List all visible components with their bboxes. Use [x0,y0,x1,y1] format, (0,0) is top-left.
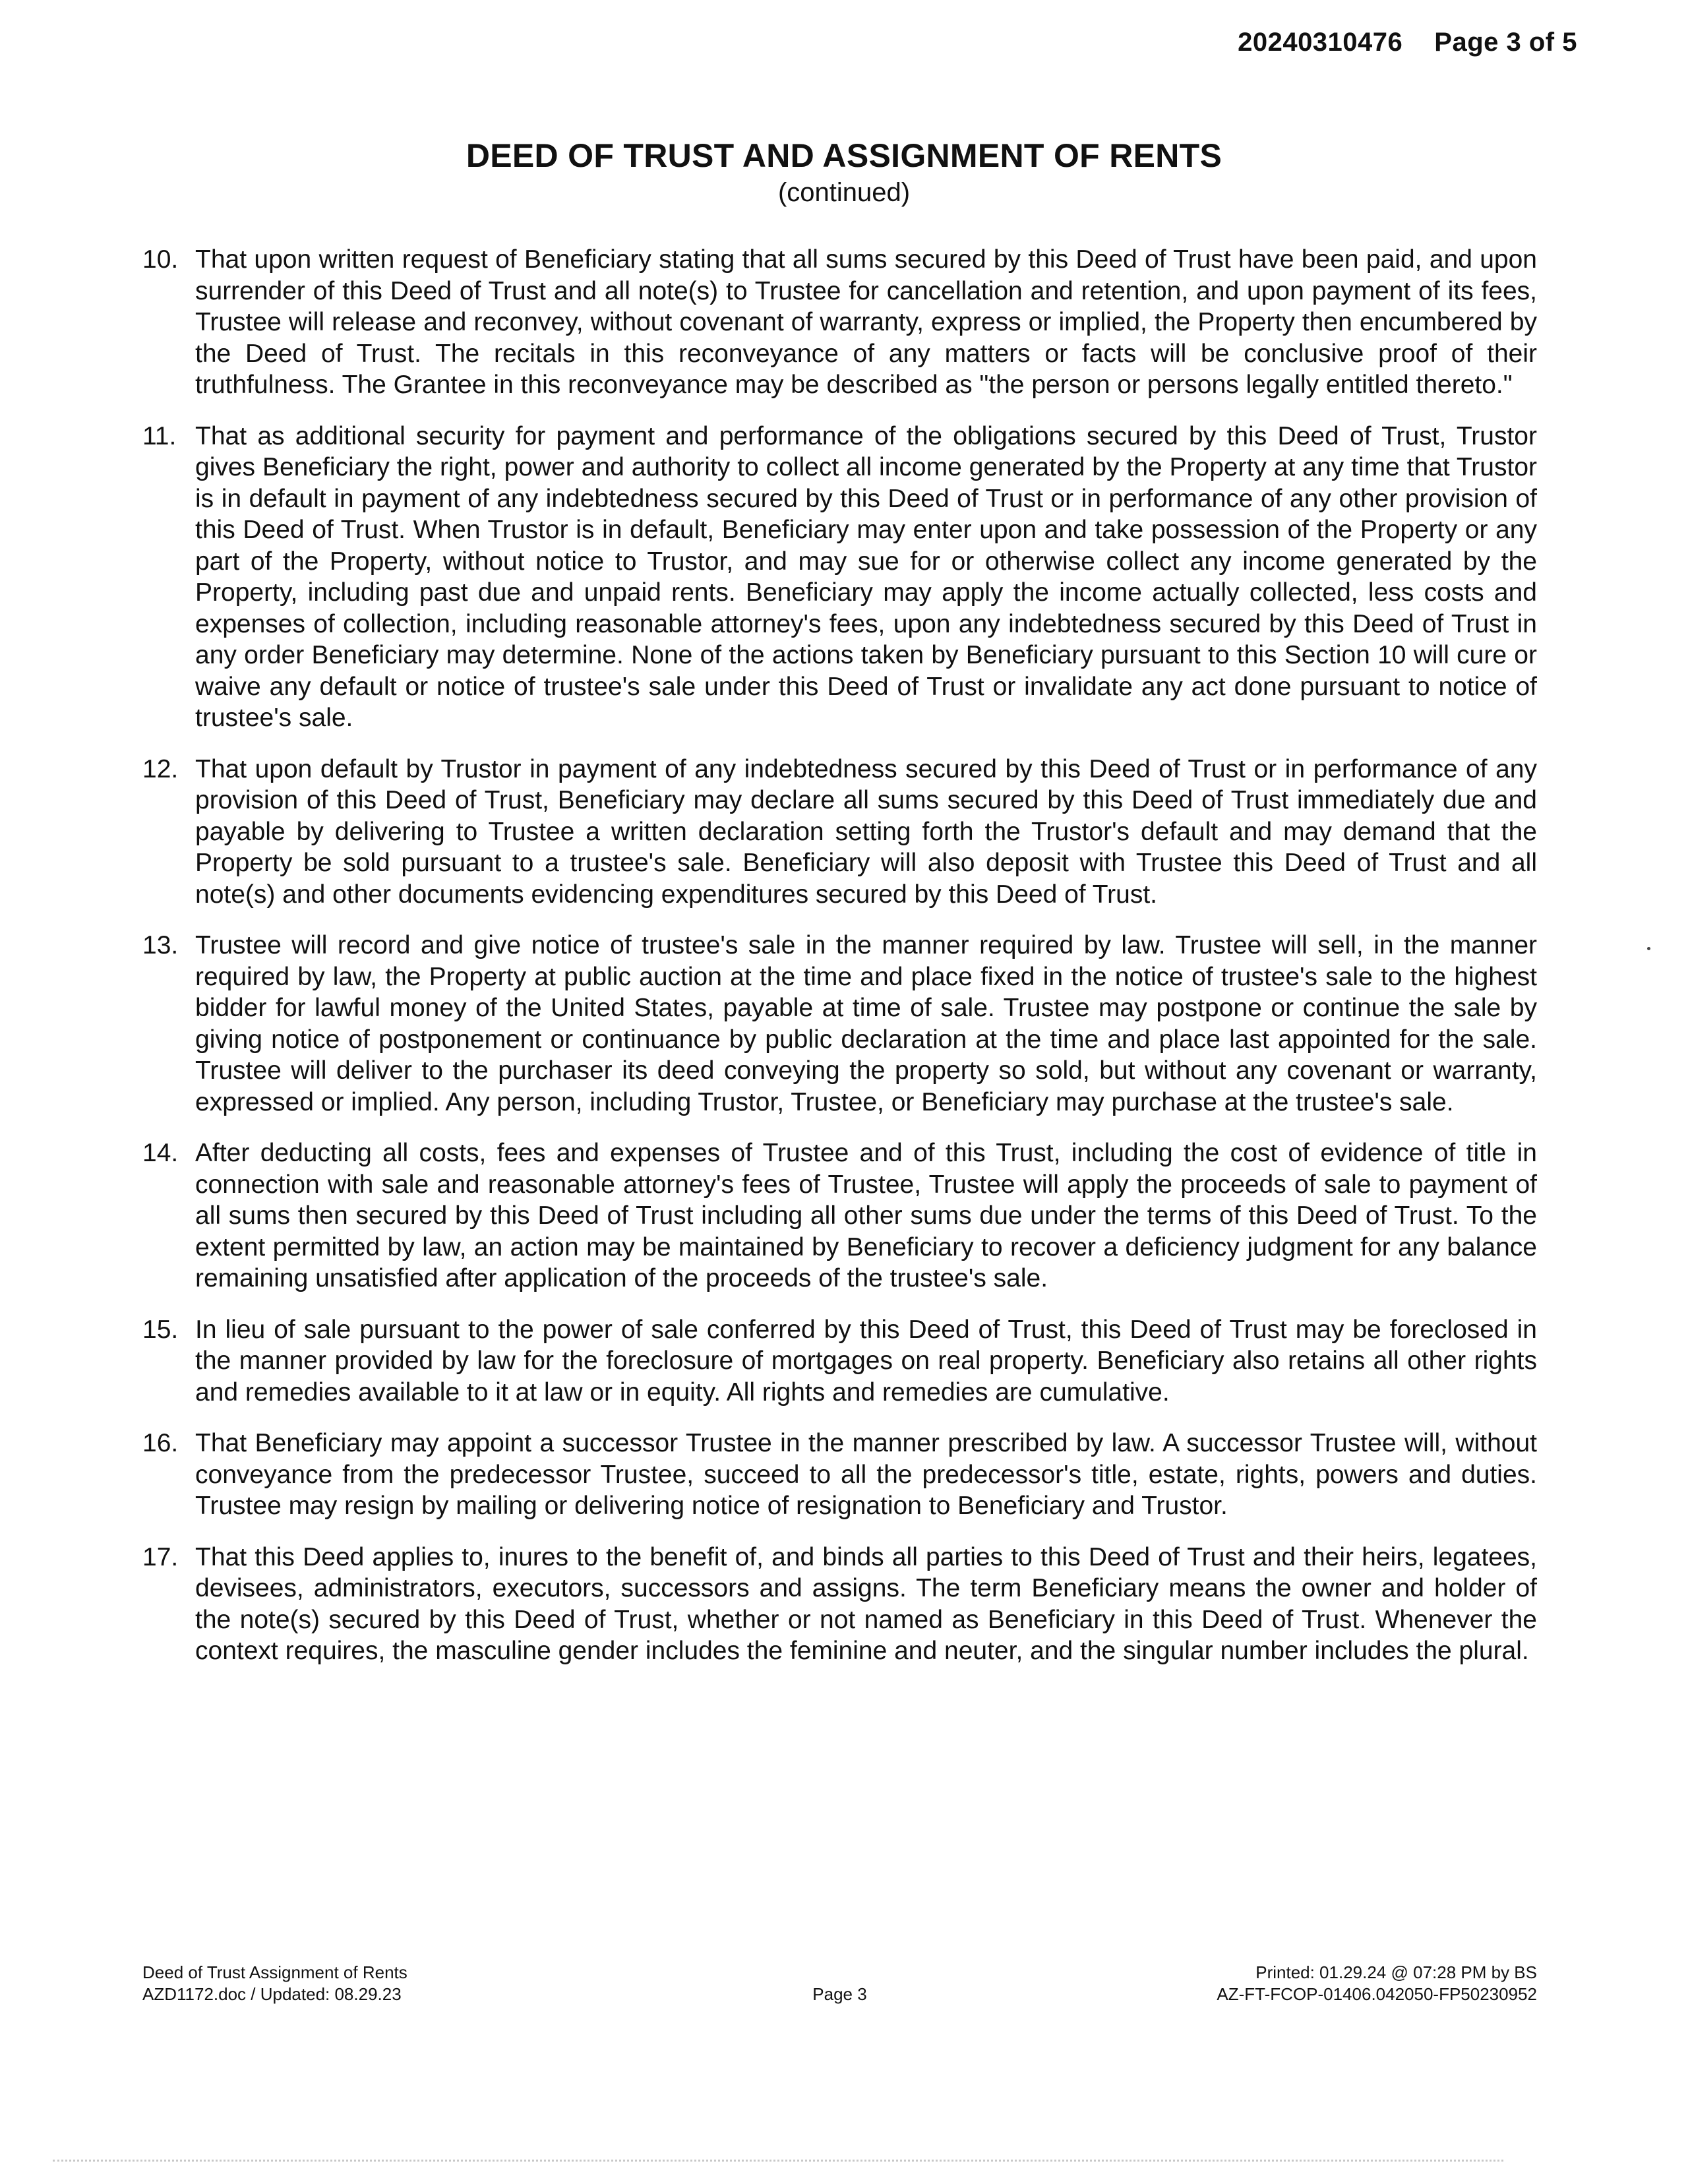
clause-number: 17. [142,1542,179,1571]
clause-number: 16. [142,1429,179,1457]
page-footer [142,1962,1537,2015]
clause-number: 14. [142,1139,179,1167]
clause-text: That upon written request of Beneficiary stating that all sums secured by this Deed of Trust have been paid, and upon surrender of this Deed of Trust and all note(s) to Trustee for cancellation and retention, and upon payment of its fees, Trustee will release and reconvey, without covenant of warranty, express or implied, the Property then encumbered by the Deed of Trust. The recitals in this reconveyance of any matters or facts will be conclusive proof of their truthfulness. The Grantee in this reconveyance may be described as "the person or persons legally entitled thereto." [195,245,1537,399]
document-subtitle: (continued) [777,178,911,207]
page-indicator: Page 3 of 5 [1434,28,1577,57]
clause-16 [142,1428,1537,1522]
footer-form-name: Deed of Trust Assignment of Rents [142,1962,407,1982]
scan-artifact-line [53,2160,1503,2166]
recording-header [1238,28,1577,57]
clause-13 [142,930,1537,1118]
footer-printed: Printed: 01.29.24 @ 07:28 PM by BS [1255,1962,1537,1982]
footer-page-label: Page 3 [812,1984,867,2004]
clause-15 [142,1314,1537,1409]
clause-number: 12. [142,754,179,783]
clause-number: 15. [142,1315,179,1344]
document-number: 20240310476 [1238,28,1403,57]
footer-reference: AZ-FT-FCOP-01406.042050-FP50230952 [1217,1984,1537,2004]
document-title: DEED OF TRUST AND ASSIGNMENT OF RENTS [466,137,1222,174]
clause-list [142,244,1537,1687]
footer-file-info: AZD1172.doc / Updated: 08.29.23 [142,1984,402,2004]
clause-text: That this Deed applies to, inures to the benefit of, and binds all parties to this Deed of Trust and their heirs, legatees, devisees, administrators, executors, successors and assigns. The term Beneficiary means the owner and holder of the note(s) secured by this Deed of Trust, whether or not named as Beneficiary in this Deed of Trust. Whenever the context requires, the masculine gender includes the feminine and neuter, and the singular number includes the plural. [195,1542,1537,1665]
footer-right [1217,1962,1537,2005]
clause-17 [142,1542,1537,1667]
clause-text: That as additional security for payment and performance of the obligations secured by this Deed of Trust, Trustor gives Beneficiary the right, power and authority to collect all income generated by the Property at any time that Trustor is in default in payment of any indebtedness secured by this Deed of Trust or in performance of any other provision of this Deed of Trust. When Trustor is in default, Beneficiary may enter upon and take possession of the Property or any part of the Property, without notice to Trustor, and may sue for or otherwise collect any income generated by the Property, including past due and unpaid rents. Beneficiary may apply the income actually collected, less costs and expenses of collection, including reasonable attorney's fees, upon any indebtedness secured by this Deed of Trust in any order Beneficiary may determine. None of the actions taken by Beneficiary pursuant to this Section 10 will cure or waive any default or notice of trustee's sale under this Deed of Trust or invalidate any act done pursuant to notice of trustee's sale. [195,421,1537,732]
clause-number: 13. [142,931,179,959]
clause-text: In lieu of sale pursuant to the power of sale conferred by this Deed of Trust, this Deed of Trust may be foreclosed in the manner provided by law for the foreclosure of mortgages on real property. Beneficiary also retains all other rights and remedies available to it at law or in equity. All rights and remedies are cumulative. [195,1315,1537,1407]
clause-text: That upon default by Trustor in payment of any indebtedness secured by this Deed of Trust or in performance of any provision of this Deed of Trust, Beneficiary may declare all sums secured by this Deed of Trust immediately due and payable by delivering to Trustee a written declaration setting forth the Trustor's default and may demand that the Property be sold pursuant to a trustee's sale. Beneficiary will also deposit with Trustee this Deed of Trust and all note(s) and other documents evidencing expenditures secured by this Deed of Trust. [195,754,1537,909]
clause-number: 10. [142,245,179,274]
title-block [0,135,1688,209]
clause-10 [142,244,1537,401]
clause-text: After deducting all costs, fees and expenses of Trustee and of this Trust, including the cost of evidence of title in connection with sale and reasonable attorney's fees of Trustee, Trustee will apply the proceeds of sale to payment of all sums then secured by this Deed of Trust including all other sums due under the terms of this Deed of Trust. To the extent permitted by law, an action may be maintained by Beneficiary to recover a deficiency judgment for any balance remaining unsatisfied after application of the proceeds of the trustee's sale. [195,1139,1537,1292]
clause-text: That Beneficiary may appoint a successor Trustee in the manner prescribed by law. A successor Trustee will, without conveyance from the predecessor Trustee, succeed to all the predecessor's title, estate, rights, powers and duties. Trustee may resign by mailing or delivering notice of resignation to Beneficiary and Trustor. [195,1429,1537,1520]
clause-12 [142,754,1537,911]
clause-text: Trustee will record and give notice of trustee's sale in the manner required by law. Trustee will sell, in the manner required by law, the Property at public auction at the time and place fixed in the notice of trustee's sale to the highest bidder for lawful money of the United States, payable at time of sale. Trustee may postpone or continue the sale by giving notice of postponement or continuance by public declaration at the time and place last appointed for the sale. Trustee will deliver to the purchaser its deed conveying the property so sold, but without any covenant or warranty, expressed or implied. Any person, including Trustor, Trustee, or Beneficiary may purchase at the trustee's sale. [195,931,1537,1116]
clause-number: 11. [142,421,177,450]
clause-14 [142,1138,1537,1294]
clause-11 [142,421,1537,734]
scan-speck [1647,947,1650,950]
